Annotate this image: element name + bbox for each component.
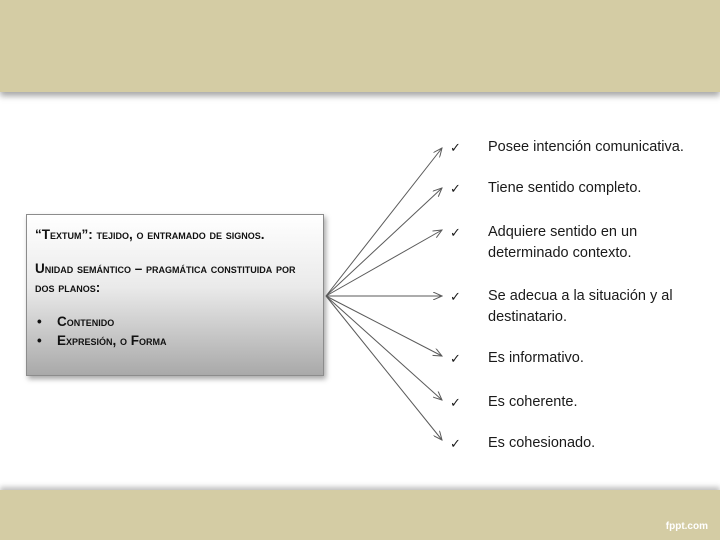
plane-label: Contenido (57, 314, 115, 329)
characteristic-text: Es cohesionado. (488, 435, 596, 451)
arrow-2 (326, 188, 442, 296)
characteristic-text: Adquiere sentido en un determinado contexto. (488, 224, 638, 261)
check-icon: ✓ (450, 140, 461, 155)
check-icon: ✓ (450, 351, 461, 366)
bullet-icon: • (37, 314, 42, 329)
check-icon: ✓ (450, 181, 461, 196)
check-icon: ✓ (450, 225, 461, 240)
arrow-6 (326, 296, 442, 400)
characteristic-text: Posee intención comunicativa. (488, 139, 684, 155)
arrow-1 (326, 148, 442, 296)
characteristic-text: Se adecua a la situación y al destinatario. (488, 288, 673, 325)
characteristic-text: Tiene sentido completo. (488, 180, 642, 196)
footer-credit: fppt.com (665, 521, 708, 532)
check-icon: ✓ (450, 436, 461, 451)
definition-text: : tejido, o entramado de signos. (88, 227, 265, 242)
unit-description: Unidad semántico – pragmática constituida por dos planos: (35, 261, 296, 295)
check-icon: ✓ (450, 289, 461, 304)
bullet-icon: • (37, 333, 42, 348)
characteristic-text: Es coherente. (488, 394, 578, 410)
arrow-5 (326, 296, 442, 356)
plane-label: Expresión, o Forma (57, 333, 167, 348)
arrow-7 (326, 296, 442, 440)
check-icon: ✓ (450, 395, 461, 410)
characteristic-text: Es informativo. (488, 350, 584, 366)
arrow-3 (326, 230, 442, 296)
term-textum: “Textum” (35, 227, 89, 242)
bottom-decorative-band (0, 490, 720, 540)
